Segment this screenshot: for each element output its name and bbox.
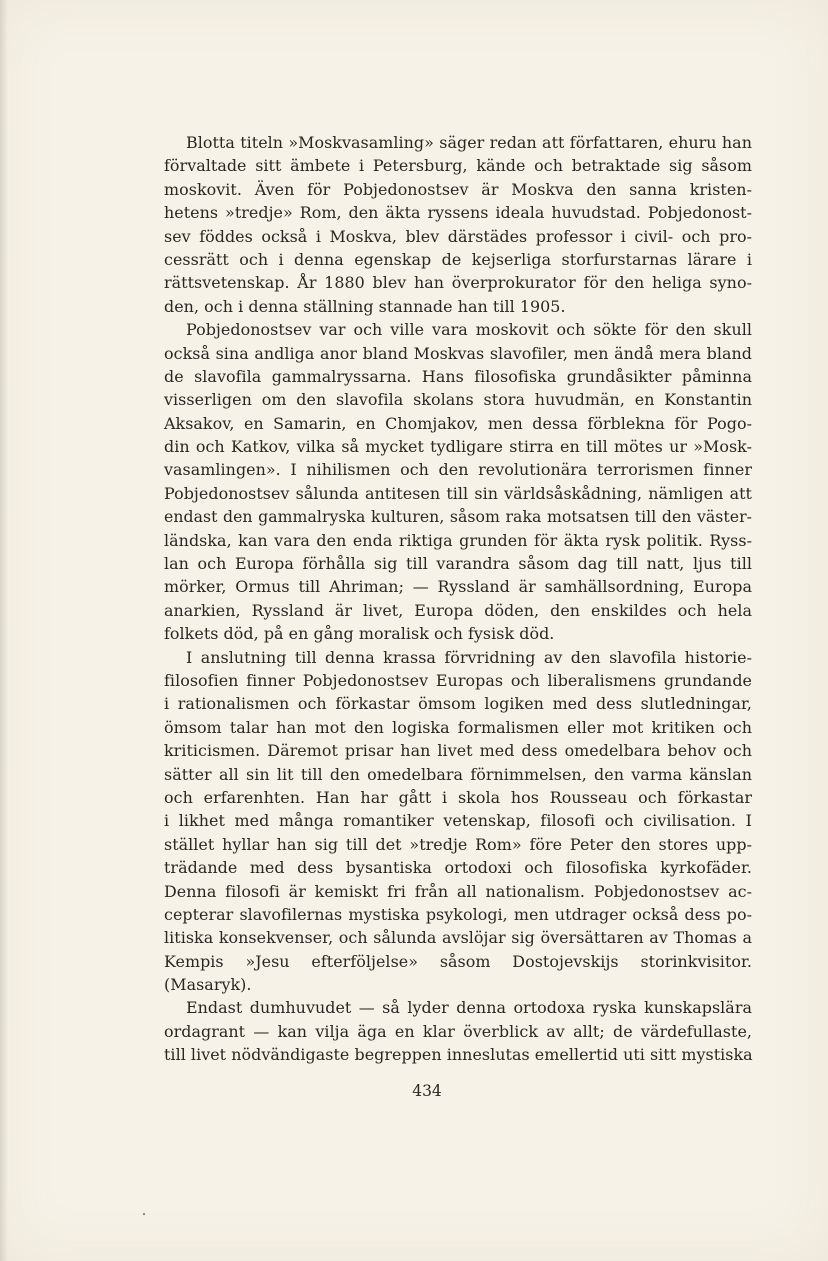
text-line: din och Katkov, vilka så mycket tydligare stirra en till mötes ur »Mosk- [164, 437, 752, 457]
text-line: kriticismen. Däremot prisar han livet med dess omedelbara behov och [164, 741, 752, 761]
paragraph [164, 131, 752, 318]
text-line: Pobjedonostsev var och ville vara moskovit och sökte för den skull [186, 320, 752, 340]
text-line: ländska, kan vara den enda riktiga grunden för äkta rysk politik. Ryss- [164, 530, 752, 550]
text-line: rättsvetenskap. År 1880 blev han överprokurator för den heliga syno- [164, 273, 752, 293]
body-text [164, 131, 752, 1067]
text-line: visserligen om den slavofila skolans stora huvudmän, en Konstantin [164, 390, 752, 410]
text-line: till livet nödvändigaste begreppen inneslutas emellertid uti sitt mystiska [164, 1045, 753, 1065]
text-line: Aksakov, en Samarin, en Chomjakov, men dessa förblekna för Pogo- [164, 413, 752, 433]
text-line: också sina andliga anor bland Moskvas slavofiler, men ändå mera bland [164, 343, 752, 363]
paragraph [164, 318, 752, 645]
text-line: moskovit. Även för Pobjedonostsev är Moskva den sanna kristen- [164, 179, 752, 199]
text-line: Pobjedonostsev sålunda antitesen till sin världsåskådning, nämligen att [164, 483, 752, 503]
text-line: litiska konsekvenser, och sålunda avslöjar sig översättaren av Thomas a [164, 928, 752, 948]
text-line: mörker, Ormus till Ahriman; — Ryssland är samhällsordning, Europa [164, 577, 752, 597]
text-line: folkets död, på en gång moralisk och fysisk död. [164, 624, 555, 644]
text-line: i rationalismen och förkastar ömsom logiken med dess slutledningar, [164, 694, 752, 714]
spine-shadow [0, 0, 8, 1261]
text-line: sev föddes också i Moskva, blev därstädes professor i civil- och pro- [164, 226, 752, 246]
text-line: I anslutning till denna krassa förvridning av den slavofila historie- [186, 647, 752, 667]
paper-speck [143, 1213, 145, 1215]
text-line: trädande med dess bysantiska ortodoxi och filosofiska kyrkofäder. [164, 858, 752, 878]
text-line: vasamlingen». I nihilismen och den revolutionära terrorismen finner [164, 460, 752, 480]
text-line: lan och Europa förhålla sig till varandra såsom dag till natt, ljus till [164, 554, 752, 574]
text-line: den, och i denna ställning stannade han till 1905. [164, 296, 566, 316]
text-line: Endast dumhuvudet — så lyder denna ortodoxa ryska kunskapslära [186, 998, 752, 1018]
text-line: Blotta titeln »Moskvasamling» säger redan att författaren, ehuru han [186, 133, 752, 152]
page-number: 434 [412, 1082, 442, 1100]
text-line: förvaltade sitt ämbete i Petersburg, kände och betraktade sig såsom [164, 156, 752, 176]
text-line: sätter all sin lit till den omedelbara förnimmelsen, den varma känslan [164, 764, 752, 784]
text-line: stället hyllar han sig till det »tredje Rom» före Peter den stores upp- [164, 834, 752, 854]
text-line: Kempis »Jesu efterföljelse» såsom Dostojevskijs storinkvisitor. [164, 951, 752, 971]
paragraph [164, 996, 752, 1066]
text-line: hetens »tredje» Rom, den äkta ryssens ideala huvudstad. Pobjedonost- [164, 203, 752, 223]
text-line: cepterar slavofilernas mystiska psykologi, men utdrager också dess po- [164, 904, 752, 924]
text-line: filosofien finner Pobjedonostsev Europas och liberalismens grundande [164, 670, 752, 690]
text-line: och erfarenhten. Han har gått i skola hos Rousseau och förkastar [164, 787, 752, 807]
text-line: endast den gammalryska kulturen, såsom raka motsatsen till den väster- [164, 507, 752, 527]
text-line: ömsom talar han mot den logiska formalismen eller mot kritiken och [164, 717, 752, 737]
text-line: cessrätt och i denna egenskap de kejserliga storfurstarnas lärare i [164, 249, 752, 269]
text-line: i likhet med många romantiker vetenskap, filosofi och civilisation. I [164, 811, 752, 831]
text-line: ordagrant — kan vilja äga en klar överblick av allt; de värdefullaste, [164, 1021, 752, 1041]
text-line: de slavofila gammalryssarna. Hans filosofiska grundåsikter påminna [164, 366, 752, 386]
text-line: Denna filosofi är kemiskt fri från all nationalism. Pobjedonostsev ac- [164, 881, 752, 901]
paragraph [164, 646, 752, 997]
text-line: (Masaryk). [164, 975, 252, 995]
text-line: anarkien, Ryssland är livet, Europa döden, den enskildes och hela [164, 600, 752, 620]
